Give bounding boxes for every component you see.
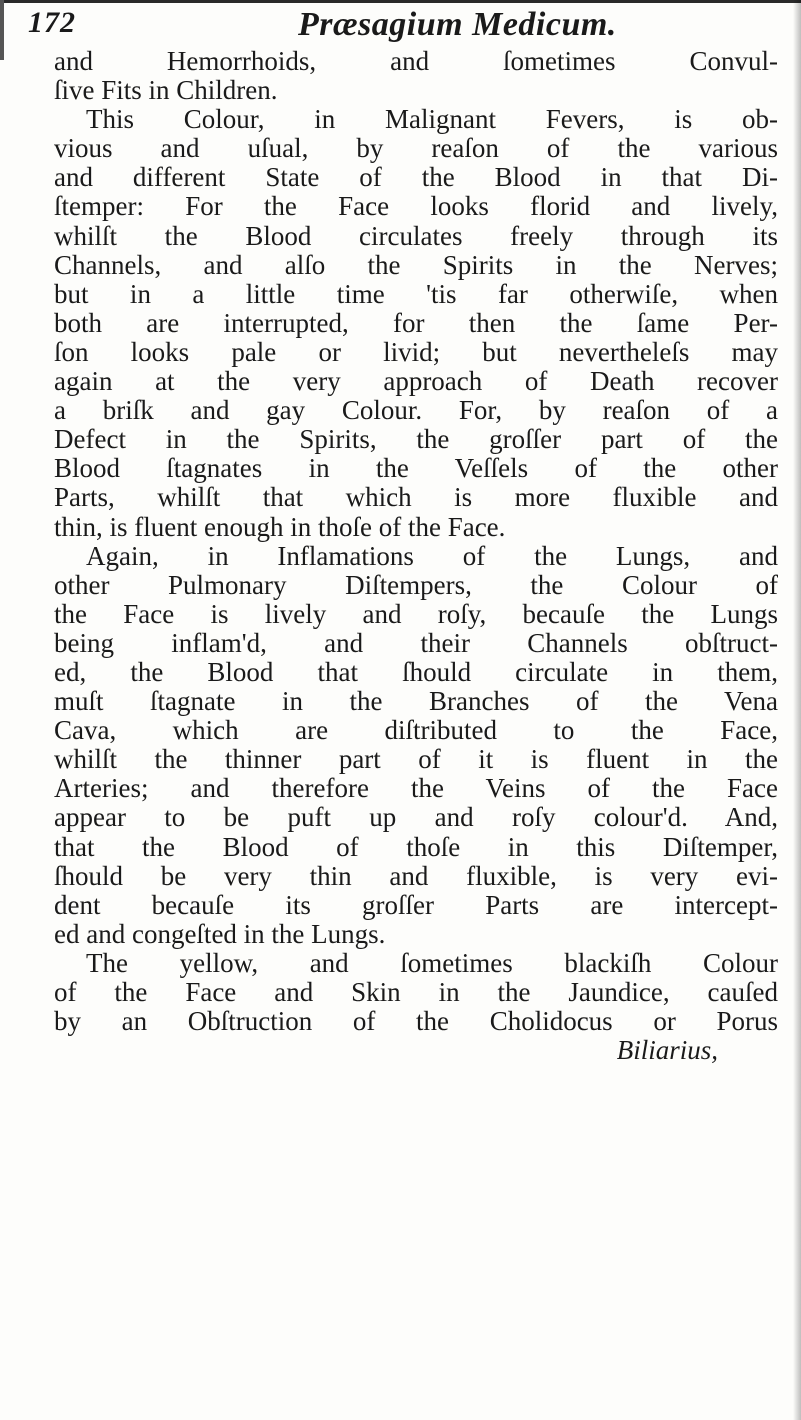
text-line: The yellow, and ſometimes blackiſh Colour xyxy=(86,947,778,978)
text-line: ſon looks pale or livid; but nevertheleſs may xyxy=(54,336,778,367)
text-line: vious and uſual, by reaſon of the various xyxy=(54,133,778,164)
top-border-rule xyxy=(0,0,801,3)
text-line: whilſt the thinner part of it is fluent in the xyxy=(54,744,778,775)
text-line: being inflam'd, and their Channels obſtruct- xyxy=(54,627,778,658)
text-line: again at the very approach of Death recover xyxy=(54,366,778,397)
running-title: Præsagium Medicum. xyxy=(298,6,617,43)
text-line: ſtemper: For the Face looks florid and lively, xyxy=(54,191,778,222)
text-line: Defect in the Spirits, the groſſer part of the xyxy=(54,424,778,455)
text-line: by an Obſtruction of the Cholidocus or Porus xyxy=(54,1006,778,1037)
text-line: Again, in Inflamations of the Lungs, and xyxy=(86,540,778,571)
text-line: a briſk and gay Colour. For, by reaſon of a xyxy=(54,395,778,426)
text-line: ed and congeſted in the Lungs. xyxy=(54,918,386,949)
text-line: of the Face and Skin in the Jaundice, cauſed xyxy=(54,977,778,1007)
text-line: Parts, whilſt that which is more fluxible and xyxy=(54,482,778,513)
text-line: ſive Fits in Children. xyxy=(54,75,278,106)
text-line: thin, is fluent enough in thoſe of the Face. xyxy=(54,511,506,542)
page-edge-shadow xyxy=(793,0,801,1420)
text-line: other Pulmonary Diſtempers, the Colour of xyxy=(54,569,778,600)
text-line: Channels, and alſo the Spirits in the Nerves; xyxy=(54,249,778,280)
text-line: Blood ſtagnates in the Veſſels of the other xyxy=(54,453,778,484)
text-line: This Colour, in Malignant Fevers, is ob- xyxy=(86,104,778,135)
text-line: the Face is lively and roſy, becauſe the Lungs xyxy=(54,598,778,629)
text-line: whilſt the Blood circulates freely through its xyxy=(54,220,778,251)
text-line: ſhould be very thin and fluxible, is very evi- xyxy=(54,860,778,891)
page-number: 172 xyxy=(28,6,76,39)
text-line: both are interrupted, for then the ſame Per- xyxy=(54,307,778,338)
text-line: appear to be puft up and roſy colour'd. And, xyxy=(54,802,778,833)
text-line: and different State of the Blood in that Di- xyxy=(54,162,778,193)
text-line: Cava, which are diſtributed to the Face, xyxy=(54,715,778,746)
text-line: and Hemorrhoids, and ſometimes Convul- xyxy=(54,46,778,76)
text-line: ed, the Blood that ſhould circulate in them, xyxy=(54,656,778,687)
text-line: Arteries; and therefore the Veins of the Face xyxy=(54,773,778,804)
page-header xyxy=(0,6,801,50)
text-line: but in a little time 'tis far otherwiſe, when xyxy=(54,278,778,309)
text-line: that the Blood of thoſe in this Diſtemper, xyxy=(54,831,778,862)
text-line: muſt ſtagnate in the Branches of the Vena xyxy=(54,686,778,717)
text-line: dent becauſe its groſſer Parts are intercept- xyxy=(54,889,778,920)
body-text xyxy=(54,47,778,1065)
catchword: Biliarius, xyxy=(616,1035,718,1066)
